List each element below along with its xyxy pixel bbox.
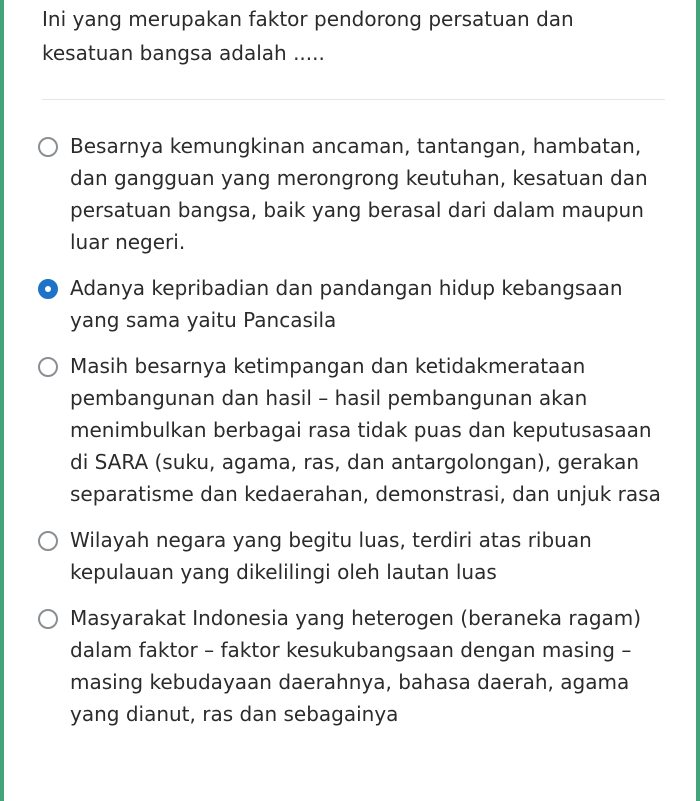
radio-button-option-2[interactable] bbox=[38, 279, 58, 299]
option-5-text: Masyarakat Indonesia yang heterogen (beraneka ragam) dalam faktor – faktor kesukubangsaan dengan masing – masing kebudayaan daerahnya, bahasa daerah, agama yang dianut, ras dan sebagainya bbox=[70, 606, 642, 726]
radio-button-option-3[interactable] bbox=[38, 357, 58, 377]
right-accent-border bbox=[696, 0, 700, 801]
radio-button-option-1[interactable] bbox=[38, 137, 58, 157]
radio-button-option-5[interactable] bbox=[38, 609, 58, 629]
option-5[interactable] bbox=[38, 602, 678, 730]
divider bbox=[42, 99, 665, 100]
option-4[interactable] bbox=[38, 524, 678, 588]
question-card bbox=[4, 0, 696, 801]
option-3-text: Masih besarnya ketimpangan dan ketidakmerataan pembangunan dan hasil – hasil pembangunan akan menimbulkan berbagai rasa tidak puas dan keputusasaan di SARA (suku, agama, ras, dan antargolongan), gerakan separatisme dan kedaerahan, demonstrasi, dan unjuk rasa bbox=[70, 354, 661, 506]
option-4-text: Wilayah negara yang begitu luas, terdiri atas ribuan kepulauan yang dikelilingi oleh lautan luas bbox=[70, 528, 592, 584]
radio-button-option-4[interactable] bbox=[38, 531, 58, 551]
option-3[interactable] bbox=[38, 350, 678, 510]
option-1[interactable] bbox=[38, 130, 678, 258]
question-text: Ini yang merupakan faktor pendorong persatuan dan kesatuan bangsa adalah ..... bbox=[42, 7, 574, 65]
options-list bbox=[38, 130, 678, 744]
option-2[interactable] bbox=[38, 272, 678, 336]
option-2-text: Adanya kepribadian dan pandangan hidup kebangsaan yang sama yaitu Pancasila bbox=[70, 276, 623, 332]
option-1-text: Besarnya kemungkinan ancaman, tantangan, hambatan, dan gangguan yang merongrong keutuhan, kesatuan dan persatuan bangsa, baik yang berasal dari dalam maupun luar negeri. bbox=[70, 134, 648, 254]
